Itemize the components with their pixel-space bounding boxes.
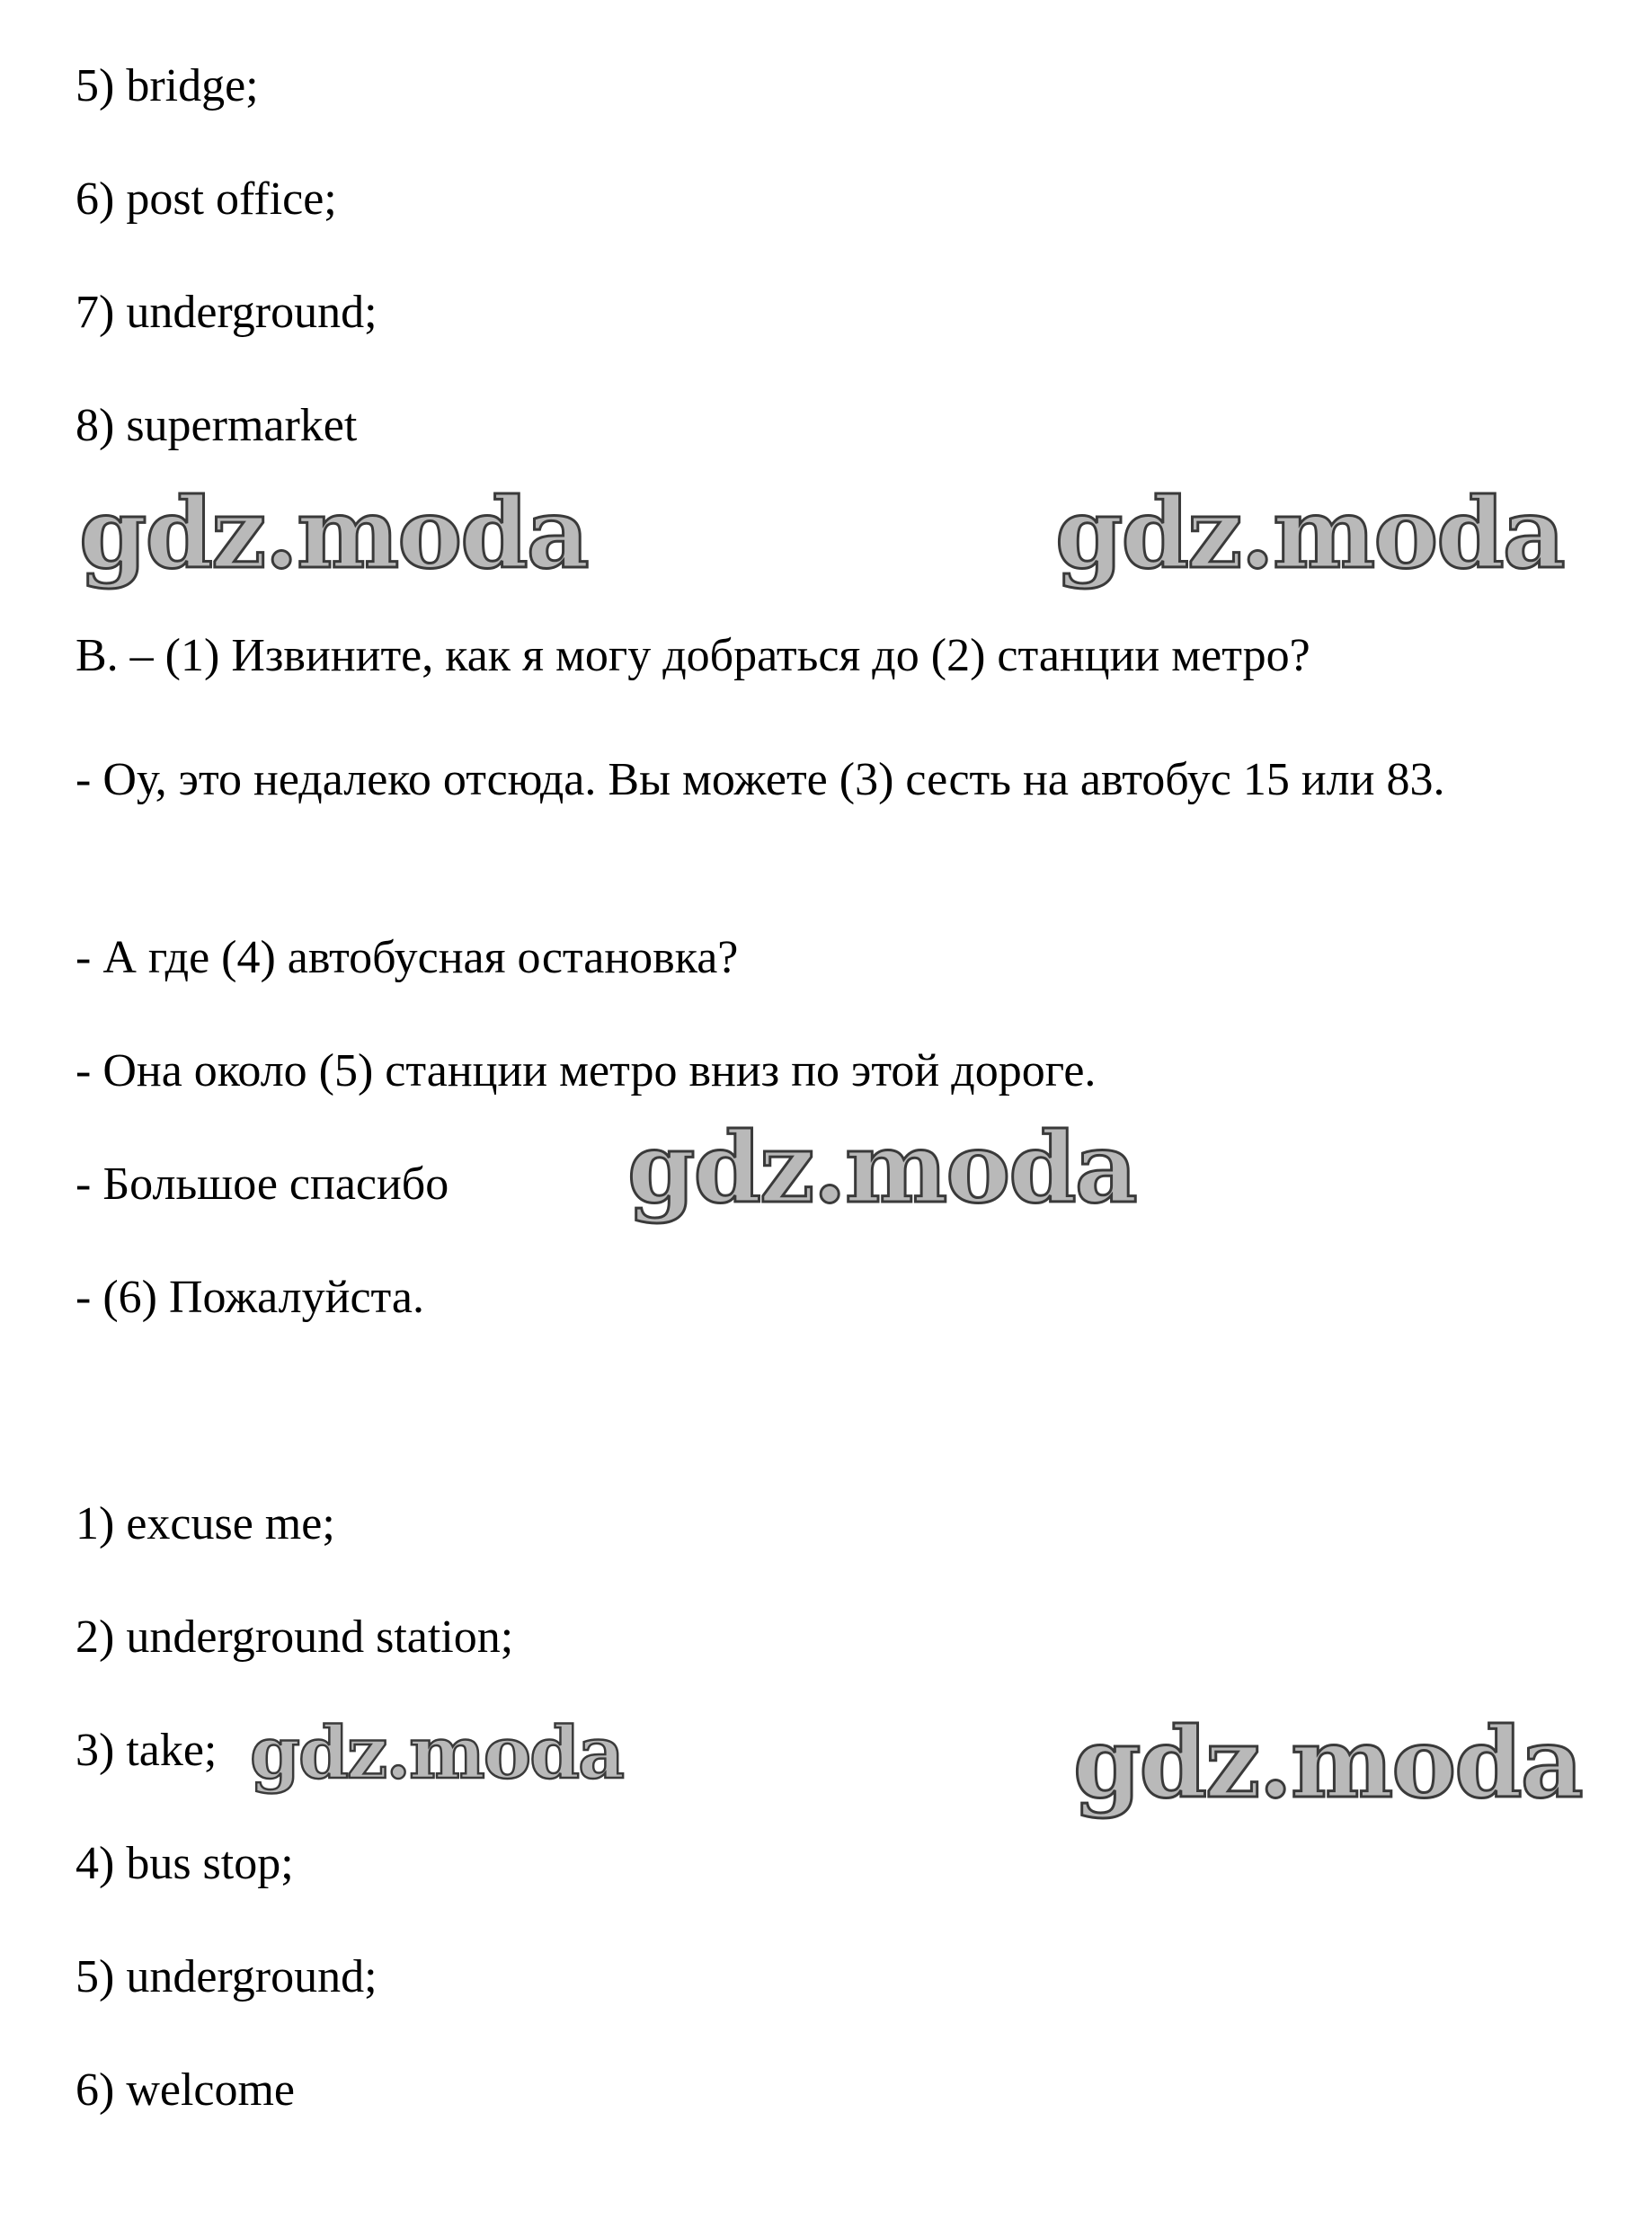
answer-line: 5) underground; <box>75 1951 377 2002</box>
answer-line: 1) excuse me; <box>75 1498 335 1549</box>
dialogue-line: B. – (1) Извините, как я могу добраться до (2) станции метро? <box>75 630 1310 681</box>
answer-line: 5) bridge; <box>75 60 259 111</box>
dialogue-line: - (6) Пожалуйста. <box>75 1272 424 1323</box>
watermark-logo: gdz.moda <box>1055 477 1564 590</box>
watermark-logo: gdz.moda <box>627 1112 1136 1225</box>
answer-line: 6) post office; <box>75 173 337 225</box>
answer-line: 6) welcome <box>75 2064 296 2116</box>
watermark-logo: gdz.moda <box>250 1710 623 1795</box>
watermark-logo: gdz.moda <box>1073 1707 1582 1820</box>
watermark-logo: gdz.moda <box>79 477 588 590</box>
answer-line: 8) supermarket <box>75 400 358 451</box>
dialogue-line: - А где (4) автобусная остановка? <box>75 932 739 983</box>
dialogue-line: - Большое спасибо <box>75 1158 449 1210</box>
answer-line: 2) underground station; <box>75 1611 514 1663</box>
answer-line: 7) underground; <box>75 287 377 338</box>
answer-line: 3) take; <box>75 1725 218 1776</box>
dialogue-line: - Она около (5) станции метро вниз по этой дороге. <box>75 1045 1097 1096</box>
dialogue-line: - Оу, это недалеко отсюда. Вы можете (3) сесть на автобус 15 или 83. <box>75 754 1445 805</box>
answer-line: 4) bus stop; <box>75 1838 294 1889</box>
